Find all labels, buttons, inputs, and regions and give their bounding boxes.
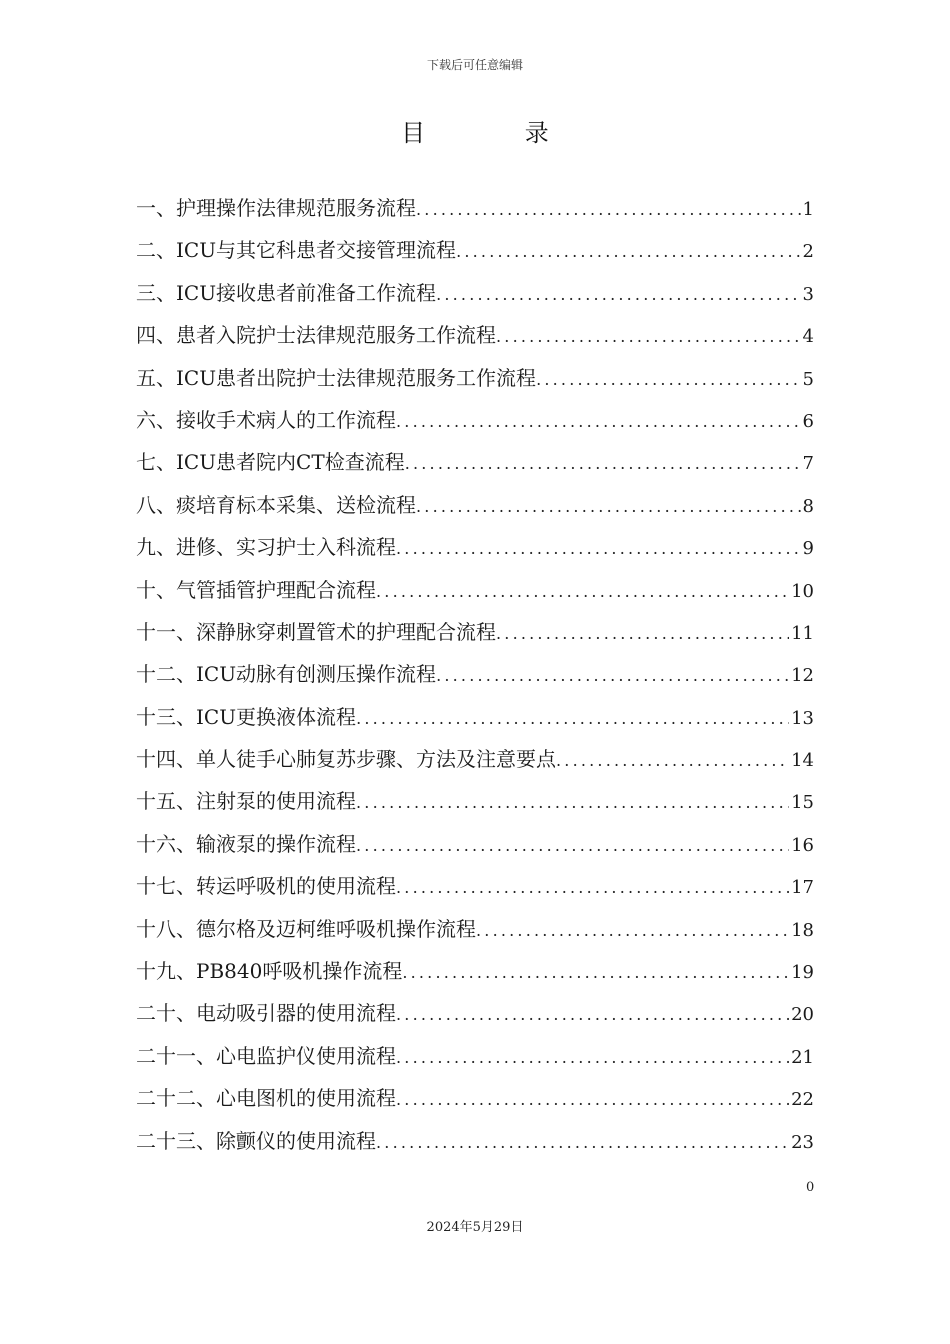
toc-entry-title: 十一、深静脉穿刺置管术的护理配合流程 (136, 619, 496, 644)
toc-entry-page: 7 (802, 453, 814, 475)
toc-entry-title: 十三、ICU更换液体流程 (136, 704, 357, 729)
toc-entry-page: 9 (802, 538, 814, 560)
toc-dot-leader (405, 443, 801, 483)
toc-entry[interactable] (136, 569, 814, 611)
toc-entry-title: 十七、转运呼吸机的使用流程 (136, 874, 396, 899)
toc-entry-page: 16 (791, 834, 814, 856)
toc-entry-page: 6 (802, 410, 814, 432)
toc-entry-title: 二十、电动吸引器的使用流程 (136, 1001, 396, 1026)
toc-entry[interactable] (136, 611, 814, 653)
toc-dot-leader (356, 825, 789, 865)
toc-entry-page: 22 (791, 1089, 814, 1111)
toc-entry-title: 七、ICU患者院内CT检查流程 (136, 450, 405, 475)
toc-entry-page: 21 (791, 1046, 814, 1068)
header-note: 下载后可任意编辑 (426, 58, 523, 72)
toc-entry-page: 13 (791, 707, 814, 729)
toc-dot-leader (456, 231, 800, 271)
toc-entry[interactable] (136, 484, 814, 526)
toc-entry[interactable] (136, 526, 814, 568)
toc-entry-page: 4 (802, 326, 814, 348)
toc-entry-page: 11 (791, 622, 814, 644)
toc-entry-page: 17 (791, 877, 814, 899)
toc-entry[interactable] (136, 1077, 814, 1119)
toc-entry[interactable] (136, 780, 814, 822)
toc-entry-title: 二、ICU与其它科患者交接管理流程 (136, 238, 457, 263)
toc-dot-leader (436, 274, 800, 314)
toc-entry-title: 二十二、心电图机的使用流程 (136, 1086, 396, 1111)
toc-entry-title: 十五、注射泵的使用流程 (136, 789, 356, 814)
toc-title: 目 录 (401, 119, 595, 147)
page-number: 0 (806, 1180, 815, 1195)
toc-entry[interactable] (136, 314, 814, 356)
toc-entry[interactable] (136, 1120, 814, 1162)
toc-entry-page: 12 (791, 665, 814, 687)
toc-entry[interactable] (136, 653, 814, 695)
toc-dot-leader (396, 1037, 789, 1077)
toc-entry-page: 23 (791, 1131, 814, 1153)
toc-dot-leader (396, 1079, 789, 1119)
toc-entry[interactable] (136, 1035, 814, 1077)
toc-dot-leader (396, 867, 789, 907)
toc-entry-title: 十六、输液泵的操作流程 (136, 831, 356, 856)
toc-dot-leader (416, 189, 801, 229)
toc-entry-title: 五、ICU患者出院护士法律规范服务工作流程 (136, 365, 537, 390)
toc-dot-leader (376, 571, 789, 611)
toc-entry-title: 十八、德尔格及迈柯维呼吸机操作流程 (136, 916, 476, 941)
toc-entry-page: 10 (791, 580, 814, 602)
toc-dot-leader (396, 994, 789, 1034)
toc-entry-page: 20 (791, 1004, 814, 1026)
toc-dot-leader (496, 613, 789, 653)
toc-dot-leader (402, 952, 789, 992)
toc-entry-title: 十二、ICU动脉有创测压操作流程 (136, 662, 437, 687)
toc-entry-title: 四、患者入院护士法律规范服务工作流程 (136, 323, 496, 348)
toc-entry[interactable] (136, 992, 814, 1034)
toc-list (136, 187, 814, 1162)
toc-entry[interactable] (136, 229, 814, 271)
toc-entry-page: 15 (791, 792, 814, 814)
toc-entry-page: 19 (791, 962, 814, 984)
toc-dot-leader (356, 782, 789, 822)
toc-dot-leader (396, 401, 801, 441)
toc-entry-page: 8 (802, 495, 814, 517)
toc-entry[interactable] (136, 187, 814, 229)
toc-entry[interactable] (136, 950, 814, 992)
toc-entry[interactable] (136, 441, 814, 483)
toc-dot-leader (476, 910, 789, 950)
toc-entry-title: 八、痰培育标本采集、送检流程 (136, 492, 416, 517)
toc-dot-leader (556, 740, 789, 780)
toc-dot-leader (356, 698, 789, 738)
footer-date: 2024年5月29日 (426, 1220, 524, 1235)
toc-entry-page: 18 (791, 919, 814, 941)
toc-entry[interactable] (136, 357, 814, 399)
toc-dot-leader (376, 1122, 789, 1162)
toc-entry-title: 二十一、心电监护仪使用流程 (136, 1043, 396, 1068)
toc-entry[interactable] (136, 272, 814, 314)
toc-entry-title: 九、进修、实习护士入科流程 (136, 535, 396, 560)
toc-entry-title: 十、气管插管护理配合流程 (136, 577, 376, 602)
toc-entry-title: 三、ICU接收患者前准备工作流程 (136, 280, 437, 305)
toc-entry-page: 2 (802, 241, 814, 263)
toc-entry-title: 十四、单人徒手心肺复苏步骤、方法及注意要点 (136, 747, 556, 772)
toc-entry-title: 六、接收手术病人的工作流程 (136, 407, 396, 432)
toc-entry[interactable] (136, 908, 814, 950)
toc-entry[interactable] (136, 738, 814, 780)
toc-dot-leader (416, 486, 801, 526)
toc-entry-title: 十九、PB840呼吸机操作流程 (136, 959, 403, 984)
toc-entry[interactable] (136, 696, 814, 738)
toc-entry-page: 1 (802, 199, 814, 220)
toc-entry-page: 3 (802, 283, 814, 305)
toc-dot-leader (436, 655, 789, 695)
toc-dot-leader (396, 528, 801, 568)
toc-entry-page: 5 (802, 368, 814, 390)
toc-dot-leader (496, 316, 801, 356)
toc-entry[interactable] (136, 399, 814, 441)
toc-dot-leader (536, 359, 800, 399)
toc-entry-title: 一、护理操作法律规范服务流程 (136, 196, 416, 220)
toc-entry-page: 14 (791, 750, 814, 772)
toc-entry[interactable] (136, 865, 814, 907)
toc-entry[interactable] (136, 823, 814, 865)
toc-entry-title: 二十三、除颤仪的使用流程 (136, 1128, 376, 1153)
